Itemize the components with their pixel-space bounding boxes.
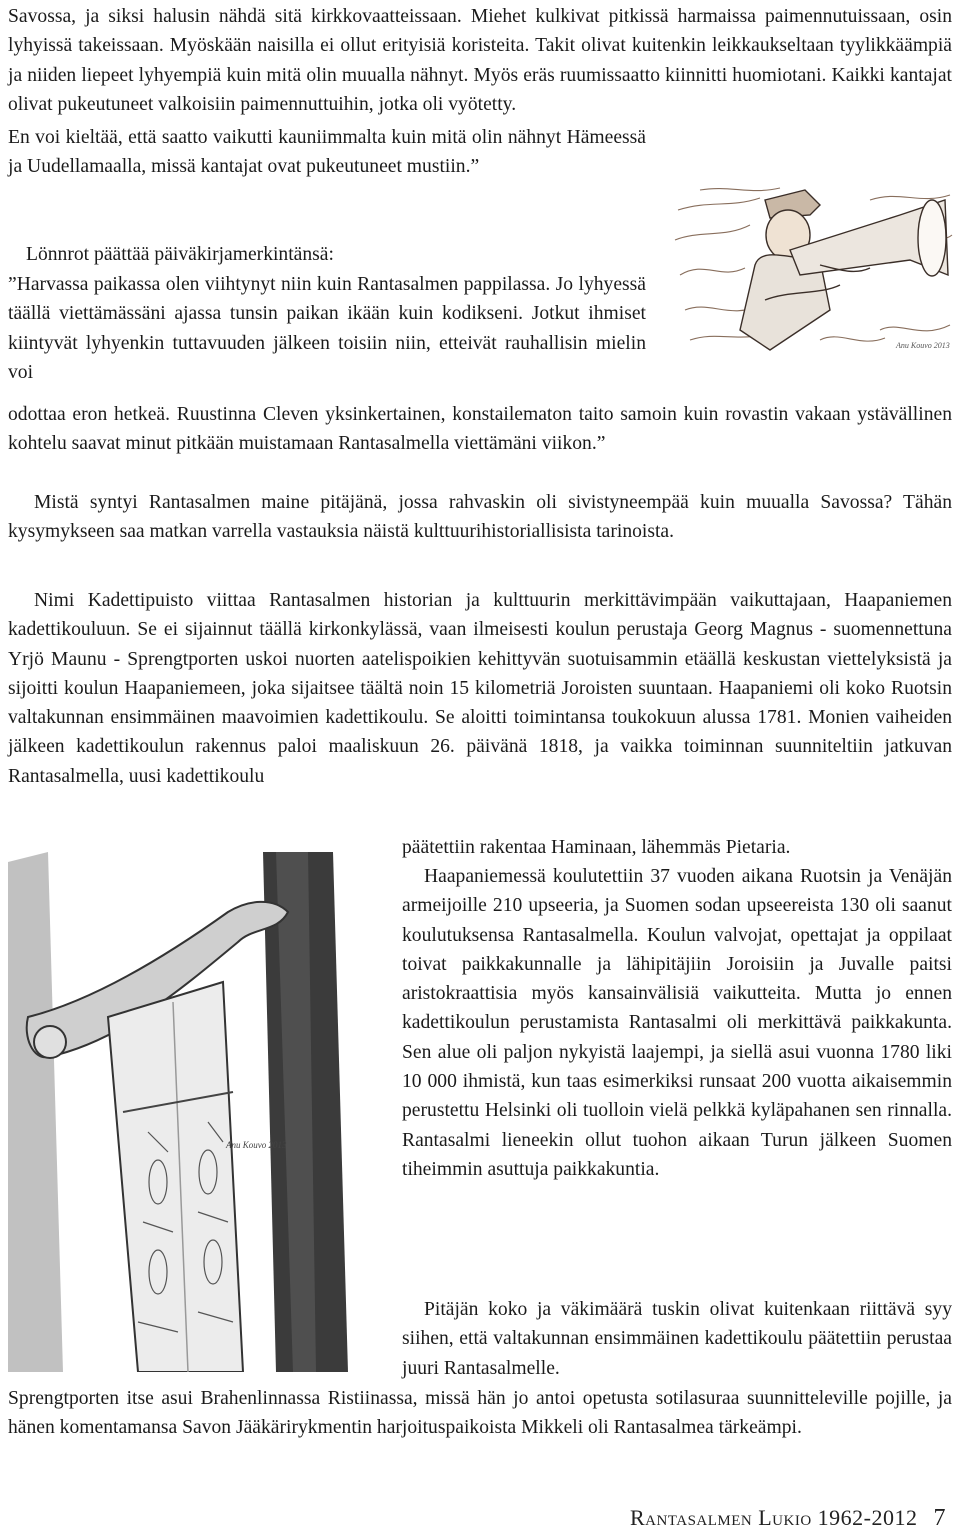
paragraph-lonnrot-intro: Lönnrot päättää päiväkirjamerkintänsä: — [26, 244, 334, 265]
intro-text-serif: Savossa, ja siksi halusin nähdä sitä kirkkovaatteissaan. Miehet kulkivat pitkissä harmaissa paimennutuissaan, osin lyhyissä takeissaan. Myöskään naisilla ei ollut erityisiä koristeita. Takit olivat kuitenkin leikkaukseltaan tyylikkäämpiä ja niiden liepeet lyhyempiä kuin mitä olin muualla nähnyt. Myös eräs ruumissaatto kiinnitti huomiotani. Kaikki kantajat olivat pukeutuneet valkoisiin paimennuttuihin, jotka oli vyötetty. — [8, 6, 952, 115]
page-number: 7 — [933, 1505, 946, 1531]
paragraph-sprengtporten: Sprengtporten itse asui Brahenlinnassa Ristiinassa, missä hän jo antoi opetusta sotilasuraa suunnitteleville pojille, ja hänen komentamansa Savon Jääkärirykmentin harjoituspaikoista Mikkeli oli Rantasalmea tärkeämpi. — [8, 1388, 952, 1439]
sword-illustration — [8, 852, 388, 1372]
trumpeter-signature: Anu Kouvo 2013 — [896, 341, 950, 350]
paragraph-hamina: päätettiin rakentaa Haminaan, lähemmäs Pietaria. — [402, 837, 791, 858]
paragraph-lonnrot-quote: ”Harvassa paikassa olen viihtynyt niin kuin Rantasalmen pappilassa. Jo lyhyessä täällä viettämässäni ajassa tunsin paikan ikään kuin kodikseni. Jotkut ihmiset kiintyvät lyhyenkin tuttavuuden jälkeen toisiin niin, etteivät rauhallisin mielin voi — [8, 274, 646, 383]
sword-signature: Anu Kouvo 2013 — [226, 1140, 287, 1150]
trumpeter-illustration — [670, 180, 955, 358]
paragraph-quote-end: odottaa eron hetkeä. Ruustinna Cleven yksinkertainen, konstailematon taito samoin kuin rovastin vakaan ystävällinen kohtelu saavat minut pitkään muistamaan Rantasalmella viettämäni viikon.” — [8, 404, 952, 455]
paragraph-pitaja: Pitäjän koko ja väkimäärä tuskin olivat kuitenkaan riittävä syy siihen, että valtakunnan ensimmäinen kadettikoulu päätettiin perustaa juuri Rantasalmelle. — [402, 1299, 952, 1379]
paragraph-kadettipuisto: Nimi Kadettipuisto viittaa Rantasalmen historian ja kulttuurin merkittävimpään vaikuttajaan, Haapaniemen kadettikouluun. Se ei sijainnut täällä kirkonkylässä, vaan ilmeisesti koulun perustaja Georg Magnus - suomennettuna Yrjö Maunu - Sprengtporten uskoi nuorten aatelispoikien kehittyvän suotuisammin etäällä keskustan viettelyksistä ja sijoitti koulun Haapaniemeen, joka sijaitsee täältä noin 15 kilometriä Joroisten suuntaan. Haapaniemi oli koko Ruotsin valtakunnan ensimmäinen maavoimien kadettikoulu. Se aloitti toimintansa toukokuun alussa 1781. Monien vaiheiden jälkeen kadettikoulun rakennus paloi maaliskuun 26. päivänä 1818, ja vaikka toiminnan suunniteltiin jatkuvan Rantasalmella, uusi kadettikoulu — [8, 590, 952, 787]
footer-title: Rantasalmen Lukio 1962-2012 — [629, 1505, 918, 1530]
paragraph-saatto: En voi kieltää, että saatto vaikutti kauniimmalta kuin mitä olin nähnyt Hämeessä ja Uudellamaalla, missä kantajat ovat pukeutuneet mustiin.” — [8, 127, 646, 178]
page-footer — [630, 1505, 946, 1532]
paragraph-question: Mistä syntyi Rantasalmen maine pitäjänä, jossa rahvaskin oli sivistyneempää kuin muualla Savossa? Tähän kysymykseen saa matkan varrella vastauksia näistä kulttuurihistoriallisista tarinoista. — [8, 492, 952, 543]
paragraph-haapaniemi: Haapaniemessä koulutettiin 37 vuoden aikana Ruotsin ja Venäjän armeijoille 210 upseeria, ja Suomen sodan upseereista 130 oli saanut koulutuksensa Rantasalmella. Koulun valvojat, opettajat ja oppilaat toivat paikkakunnalle ja lähipitäjiin Joroisiin ja Juvalle paitsi aristokraattisia myös kansainvälisiä vaikutteita. Mutta jo ennen kadettikoulun perustamista Rantasalmi oli merkittävä paikkakunta. Sen alue oli paljon nykyistä laajempi, ja siellä asui vuonna 1780 liki 10 000 ihmistä, kun taas esimerkiksi runsaat 200 vuotta aikaisemmin perustettu Helsinki oli tuolloin vielä pelkkä kyläpahanen sen rinnalla. Rantasalmi lieneekin ollut tuohon aikaan Turun jälkeen Suomen tiheimmin asuttuja paikkakuntia. — [402, 866, 952, 1180]
paragraph-intro — [8, 2, 952, 119]
